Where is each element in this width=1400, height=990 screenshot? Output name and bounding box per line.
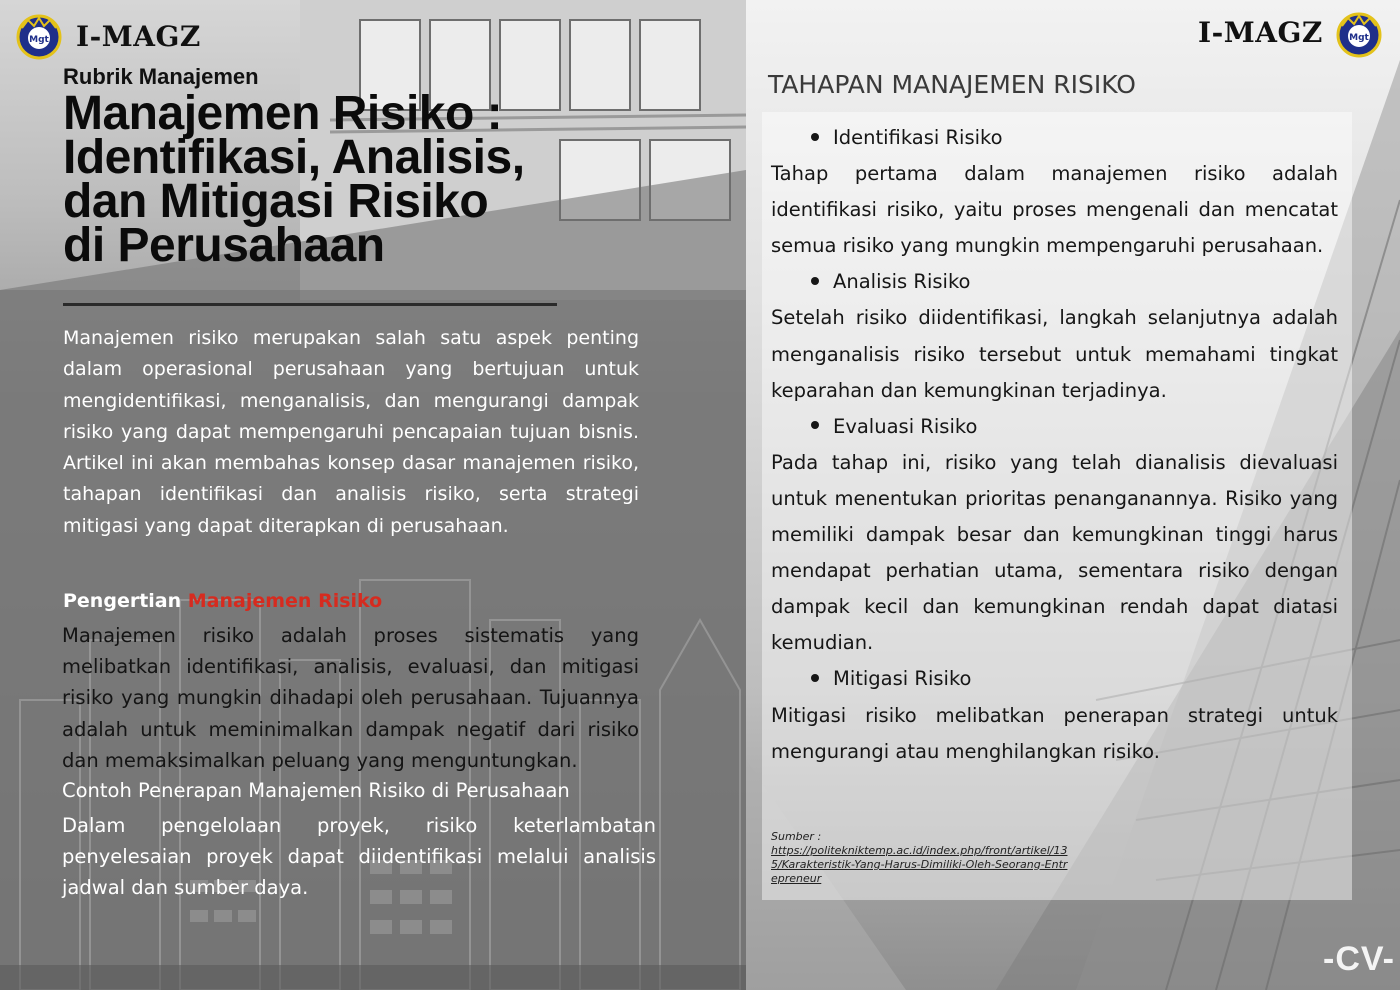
stage-heading	[771, 264, 1338, 300]
title-line: Manajemen Risiko :	[63, 87, 503, 140]
stage-heading	[771, 661, 1338, 697]
logo-text: Mgt	[29, 35, 49, 45]
title-line: dan Mitigasi Risiko	[63, 175, 489, 228]
magazine-logo-icon	[16, 14, 62, 60]
logo-text: Mgt	[1349, 33, 1369, 43]
stage-name: Analisis Risiko	[833, 270, 971, 294]
bullet-icon	[811, 674, 819, 682]
brand-name: I-MAGZ	[76, 20, 201, 53]
stage-text: Mitigasi risiko melibatkan penerapan strategi untuk mengurangi atau menghilangkan risiko.	[771, 703, 1338, 763]
title-line: Identifikasi, Analisis,	[63, 131, 525, 184]
definition-heading	[63, 590, 382, 612]
page-title	[63, 87, 623, 272]
definition-heading-prefix: Pengertian	[63, 590, 188, 612]
bullet-icon	[811, 277, 819, 285]
intro-paragraph: Manajemen risiko merupakan salah satu aspek penting dalam operasional perusahaan yang bertujuan untuk mengidentifikasi, menganalisis, dan mengurangi dampak risiko yang dapat mempengaruhi pencapaian tujuan bisnis. Artikel ini akan membahas konsep dasar manajemen risiko, tahapan identifikasi dan analisis risiko, serta strategi mitigasi yang dapat diterapkan di perusahaan.	[63, 327, 639, 537]
definition-paragraph: Manajemen risiko adalah proses sistematis yang melibatkan identifikasi, analisis, evaluasi, dan mitigasi risiko yang mungkin dihadapi oleh perusahaan. Tujuannya adalah untuk meminimalkan dampak negatif dari risiko dan memaksimalkan peluang yang menguntungkan.	[62, 624, 639, 772]
stage-name: Identifikasi Risiko	[833, 126, 1003, 149]
title-line: di Perusahaan	[63, 219, 385, 272]
source-citation	[771, 830, 1071, 886]
example-paragraph: Dalam pengelolaan proyek, risiko keterlambatan penyelesaian proyek dapat diidentifikasi melalui analisis jadwal dan sumber daya.	[62, 814, 656, 900]
example-title: Contoh Penerapan Manajemen Risiko di Perusahaan	[62, 779, 570, 802]
stage-name: Mitigasi Risiko	[833, 667, 972, 691]
bullet-icon	[811, 133, 819, 141]
title-divider	[63, 303, 557, 306]
source-label: Sumber :	[771, 830, 822, 843]
definition-heading-accent: Manajemen Risiko	[187, 590, 383, 612]
right-page	[746, 0, 1400, 990]
stage-text: Pada tahap ini, risiko yang telah dianalisis dievaluasi untuk menentukan prioritas penanganannya. Risiko yang memiliki dampak besar dan kemungkinan tinggi harus mendapat perhatian utama, sementara risiko dengan dampak kecil dan kemungkinan rendah dapat diatasi kemudian.	[771, 450, 1338, 655]
section-title: TAHAPAN MANAJEMEN RISIKO	[768, 70, 1136, 99]
source-link[interactable]: https://politekniktemp.ac.id/index.php/front/artikel/135/Karakteristik-Yang-Harus-Dimiliki-Oleh-Seorang-Entrepreneur	[771, 844, 1068, 885]
stage-text: Tahap pertama dalam manajemen risiko adalah identifikasi risiko, yaitu proses mengenali dan mencatat semua risiko yang mungkin mempengaruhi perusahaan.	[771, 162, 1338, 258]
rubric-label: Rubrik Manajemen	[63, 64, 259, 89]
stage-heading	[771, 120, 1338, 156]
stage-name: Evaluasi Risiko	[833, 414, 978, 438]
magazine-logo-icon	[1336, 12, 1382, 58]
stage-heading	[771, 409, 1338, 445]
stages-list	[771, 120, 1338, 770]
brand-name: I-MAGZ	[1198, 16, 1323, 49]
bullet-icon	[811, 421, 819, 429]
stage-text: Setelah risiko diidentifikasi, langkah selanjutnya adalah menganalisis risiko tersebut untuk memahami tingkat keparahan dan kemungkinan terjadinya.	[771, 306, 1338, 402]
page-mark: -CV-	[1323, 940, 1395, 978]
